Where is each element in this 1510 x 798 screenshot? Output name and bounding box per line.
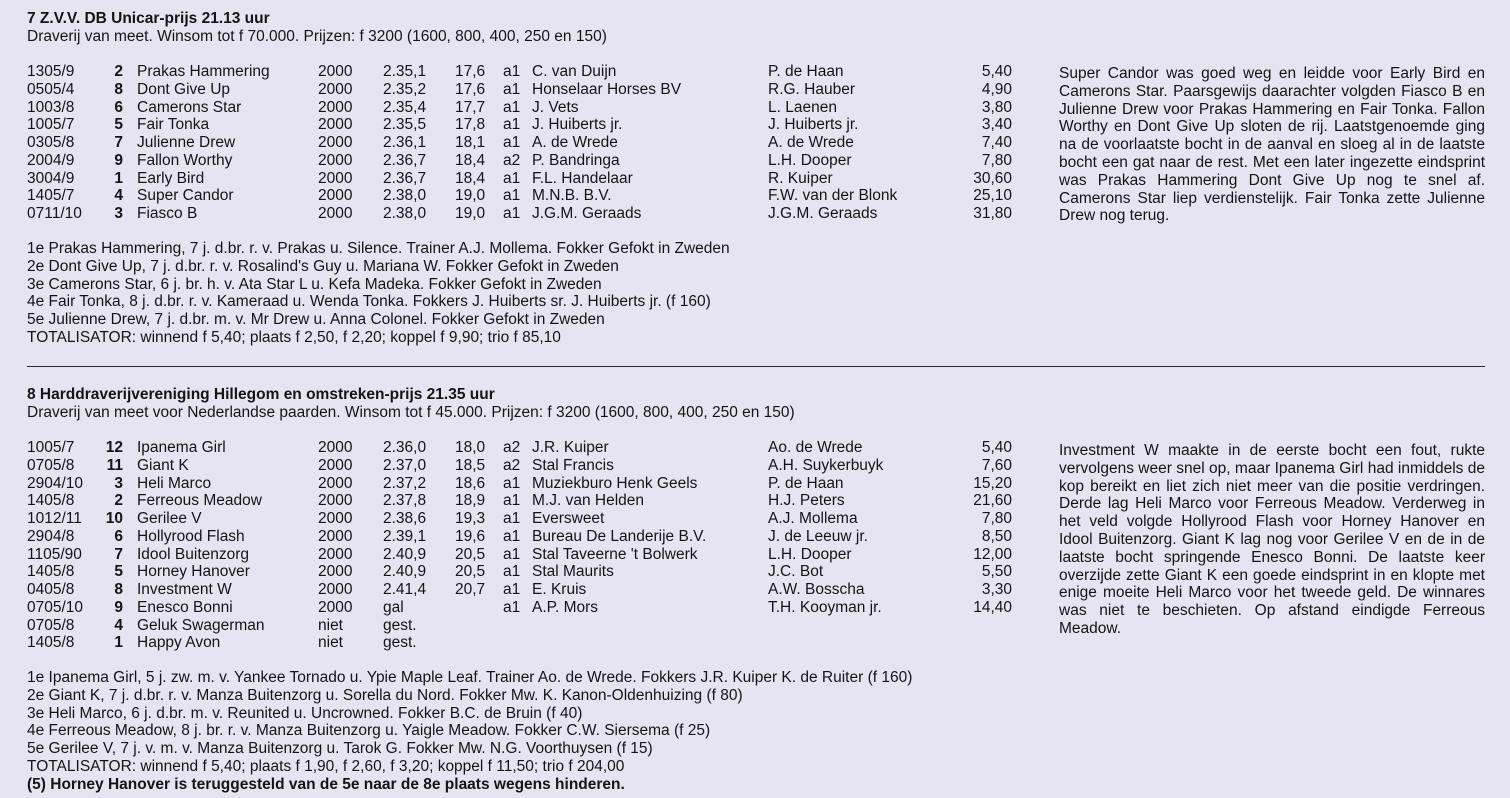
- result-odds: 3,80: [981, 98, 1012, 116]
- result-num: 3: [114, 205, 123, 222]
- result-owner: J. Huiberts jr.: [532, 116, 623, 134]
- result-driver: J. de Leeuw jr.: [768, 527, 868, 545]
- result-start: a1: [503, 545, 521, 563]
- result-num: 8: [114, 581, 123, 598]
- result-odds: 7,60: [981, 456, 1012, 474]
- result-driver: A.H. Suykerbuyk: [768, 456, 884, 474]
- result-dist: 2000: [318, 98, 353, 116]
- result-name: Happy Avon: [137, 634, 221, 652]
- result-name: Geluk Swagerman: [137, 616, 265, 634]
- result-start: a2: [503, 456, 521, 474]
- result-start: a1: [503, 205, 521, 222]
- result-start: a1: [503, 563, 521, 581]
- result-owner: M.J. van Helden: [532, 492, 644, 510]
- result-time: gest.: [383, 634, 417, 652]
- result-name: Hollyrood Flash: [137, 527, 245, 545]
- race-7-comment: Super Candor was goed weg en leidde voor Early Bird en Camerons Star. Paarsgewijs daarachter volgden Fiasco B en Julienne Drew voor Prakas Hammering en Fair Tonka. Fallon Worthy en Dont Give Up sloten de rij. Laatstgenoemde ging na de voorlaatste bocht in de aanval en sloeg al in de laatste bocht een gat naar de rest. Met een later ingezette eindsprint was Prakas Hammering Dont Give Up nog te snel af. Camerons Star liep verdienstelijk. Fair Tonka zette Julienne Drew nog terug.: [1059, 65, 1485, 225]
- result-time: 2.36,0: [383, 439, 427, 456]
- result-dist: 2000: [318, 151, 353, 169]
- result-code: 1003/8: [27, 98, 75, 116]
- race-8-pedigree: [27, 669, 912, 794]
- result-name: Idool Buitenzorg: [137, 545, 250, 563]
- pedigree-line: 5e Julienne Drew, 7 j. d.br. m. v. Mr Drew u. Anna Colonel. Fokker Gefokt in Zweden: [27, 311, 605, 329]
- result-start: a1: [503, 116, 521, 134]
- result-owner: M.N.B. B.V.: [532, 187, 612, 205]
- result-code: 1405/8: [27, 634, 75, 652]
- result-driver: A.J. Mollema: [768, 510, 858, 527]
- result-code: 2904/10: [27, 474, 84, 492]
- result-driver: L.H. Dooper: [768, 545, 852, 563]
- result-code: 0705/10: [27, 598, 84, 616]
- result-dist: 2000: [318, 598, 353, 616]
- pedigree-line: 3e Heli Marco, 6 j. d.br. m. v. Reunited u. Uncrowned. Fokker B.C. de Bruin (f 40): [27, 704, 583, 722]
- result-km: 20,5: [455, 545, 486, 563]
- result-dist: 2000: [318, 474, 353, 492]
- result-time: 2.35,2: [383, 80, 427, 98]
- result-start: a1: [503, 581, 521, 598]
- result-start: a2: [503, 439, 521, 456]
- result-owner: Bureau De Landerije B.V.: [532, 527, 707, 545]
- result-dist: 2000: [318, 563, 353, 581]
- result-owner: Stal Taveerne 't Bolwerk: [532, 545, 698, 563]
- result-name: Gerilee V: [137, 510, 202, 527]
- result-start: a2: [503, 151, 521, 169]
- result-owner: J.R. Kuiper: [532, 439, 609, 456]
- result-name: Super Candor: [137, 187, 234, 205]
- result-odds: 25,10: [973, 187, 1012, 205]
- result-num: 4: [114, 616, 123, 634]
- result-dist: 2000: [318, 545, 353, 563]
- result-num: 2: [114, 492, 123, 510]
- result-time: 2.36,1: [383, 134, 427, 151]
- section-divider: [27, 366, 1485, 367]
- result-km: 17,7: [455, 98, 486, 116]
- result-dist: 2000: [318, 80, 353, 98]
- result-owner: E. Kruis: [532, 581, 587, 598]
- result-time: gal: [383, 598, 404, 616]
- result-dist: 2000: [318, 169, 353, 187]
- race-8-comment: Investment W maakte in de eerste bocht een fout, rukte vervolgens weer snel op, maar Ipanema Girl had inmiddels de kop bereikt en liet zich niet meer van die positie verdringen. Derde lag Heli Marco voor Ferreous Meadow. Verderweg in het veld volgde Hollyrood Flash voor Horney Hanover en Idool Buitenzorg. Giant K lag nog voor Gerilee V en de in de laatste bocht springende Enesco Bonni. De laatste keer overzijde zette Giant K een goede eindsprint in en klopte met enige moeite Heli Marco voor het tweede geld. De winnares was niet te beschieten. Op afstand eindigde Ferreous Meadow.: [1059, 442, 1485, 637]
- result-time: 2.37,0: [383, 456, 427, 474]
- result-odds: 30,60: [973, 169, 1012, 187]
- result-code: 0705/8: [27, 616, 75, 634]
- result-owner: Muziekburo Henk Geels: [532, 474, 698, 492]
- result-driver: P. de Haan: [768, 474, 844, 492]
- result-owner: A.P. Mors: [532, 598, 599, 616]
- result-code: 1012/11: [27, 510, 82, 527]
- result-driver: J.C. Bot: [768, 563, 824, 581]
- result-time: 2.35,1: [383, 63, 427, 80]
- result-driver: F.W. van der Blonk: [768, 187, 898, 205]
- result-dist: niet: [318, 634, 343, 652]
- result-odds: 3,30: [981, 581, 1012, 598]
- totalisator-line: TOTALISATOR: winnend f 5,40; plaats f 2,50, f 2,20; koppel f 9,90; trio f 85,10: [27, 328, 561, 346]
- result-owner: Stal Maurits: [532, 563, 614, 581]
- result-time: 2.36,7: [383, 169, 427, 187]
- result-driver: Ao. de Wrede: [768, 439, 863, 456]
- result-name: Enesco Bonni: [137, 598, 233, 616]
- race-7-subtitle: Draverij van meet. Winsom tot f 70.000. Prijzen: f 3200 (1600, 800, 400, 250 en 150): [27, 28, 607, 45]
- result-start: a1: [503, 169, 521, 187]
- result-code: 0705/8: [27, 456, 75, 474]
- result-code: 1005/7: [27, 116, 75, 134]
- result-km: 19,6: [455, 527, 486, 545]
- race-7-title: 7 Z.V.V. DB Unicar-prijs 21.13 uur: [27, 10, 270, 27]
- result-code: 0505/4: [27, 80, 75, 98]
- result-start: a1: [503, 474, 521, 492]
- result-dist: 2000: [318, 456, 353, 474]
- result-dist: niet: [318, 616, 343, 634]
- result-driver: J.G.M. Geraads: [768, 205, 878, 222]
- result-name: Camerons Star: [137, 98, 242, 116]
- result-driver: A.W. Bosscha: [768, 581, 865, 598]
- result-time: 2.36,7: [383, 151, 427, 169]
- result-odds: 5,40: [981, 439, 1012, 456]
- result-num: 10: [105, 510, 123, 527]
- result-dist: 2000: [318, 63, 353, 80]
- result-odds: 5,50: [981, 563, 1012, 581]
- result-num: 1: [114, 169, 123, 187]
- race-7-pedigree: [27, 240, 730, 347]
- result-owner: Stal Francis: [532, 456, 614, 474]
- result-num: 6: [114, 527, 123, 545]
- result-time: 2.35,5: [383, 116, 427, 134]
- result-km: 18,1: [455, 134, 486, 151]
- result-dist: 2000: [318, 205, 353, 222]
- result-odds: 7,80: [981, 151, 1012, 169]
- result-start: a1: [503, 492, 521, 510]
- result-time: 2.39,1: [383, 527, 427, 545]
- result-name: Fiasco B: [137, 205, 198, 222]
- result-driver: L.H. Dooper: [768, 151, 852, 169]
- result-code: 1005/7: [27, 439, 75, 456]
- result-code: 2904/8: [27, 527, 75, 545]
- result-code: 1305/9: [27, 63, 75, 80]
- result-code: 1105/90: [27, 545, 82, 563]
- result-code: 1405/7: [27, 187, 75, 205]
- result-num: 5: [114, 563, 123, 581]
- result-time: 2.38,6: [383, 510, 427, 527]
- result-owner: J.G.M. Geraads: [532, 205, 642, 222]
- result-driver: P. de Haan: [768, 63, 844, 80]
- result-owner: Honselaar Horses BV: [532, 80, 682, 98]
- result-start: a1: [503, 80, 521, 98]
- result-dist: 2000: [318, 492, 353, 510]
- result-km: 18,5: [455, 456, 486, 474]
- result-time: 2.38,0: [383, 205, 427, 222]
- result-dist: 2000: [318, 116, 353, 134]
- result-code: 3004/9: [27, 169, 75, 187]
- result-start: a1: [503, 134, 521, 151]
- result-driver: J. Huiberts jr.: [768, 116, 859, 134]
- result-name: Heli Marco: [137, 474, 212, 492]
- result-code: 1405/8: [27, 492, 75, 510]
- result-num: 9: [114, 151, 123, 169]
- result-num: 1: [114, 634, 123, 652]
- pedigree-line: 1e Prakas Hammering, 7 j. d.br. r. v. Prakas u. Silence. Trainer A.J. Mollema. Fokker Gefokt in Zweden: [27, 240, 730, 257]
- result-driver: H.J. Peters: [768, 492, 845, 510]
- result-num: 2: [114, 63, 123, 80]
- result-odds: 31,80: [973, 205, 1012, 222]
- result-odds: 12,00: [973, 545, 1012, 563]
- result-num: 4: [114, 187, 123, 205]
- result-odds: 7,80: [981, 510, 1012, 527]
- result-name: Early Bird: [137, 169, 205, 187]
- result-num: 5: [114, 116, 123, 134]
- result-dist: 2000: [318, 187, 353, 205]
- result-owner: P. Bandringa: [532, 151, 620, 169]
- result-start: a1: [503, 187, 521, 205]
- result-code: 0305/8: [27, 134, 75, 151]
- result-time: 2.38,0: [383, 187, 427, 205]
- result-name: Fallon Worthy: [137, 151, 233, 169]
- result-driver: T.H. Kooyman jr.: [768, 598, 882, 616]
- result-num: 8: [114, 80, 123, 98]
- result-code: 1405/8: [27, 563, 75, 581]
- result-km: 18,4: [455, 151, 486, 169]
- result-name: Fair Tonka: [137, 116, 210, 134]
- disqualification-note: (5) Horney Hanover is teruggesteld van de 5e naar de 8e plaats wegens hinderen.: [27, 775, 625, 793]
- result-km: 19,0: [455, 205, 486, 222]
- result-num: 7: [114, 545, 123, 563]
- result-start: a1: [503, 598, 521, 616]
- result-code: 0405/8: [27, 581, 75, 598]
- result-num: 3: [114, 474, 123, 492]
- result-time: 2.40,9: [383, 545, 427, 563]
- pedigree-line: 1e Ipanema Girl, 5 j. zw. m. v. Yankee Tornado u. Ypie Maple Leaf. Trainer Ao. de Wrede. Fokkers J.R. Kuiper K. de Ruiter (f 160): [27, 669, 913, 686]
- result-odds: 3,40: [981, 116, 1012, 134]
- result-num: 12: [105, 439, 123, 456]
- result-km: 18,9: [455, 492, 486, 510]
- pedigree-line: 4e Fair Tonka, 8 j. d.br. r. v. Kameraad u. Wenda Tonka. Fokkers J. Huiberts sr. J. Huiberts jr. (f 160): [27, 293, 711, 311]
- result-owner: J. Vets: [532, 98, 579, 116]
- totalisator-line: TOTALISATOR: winnend f 5,40; plaats f 1,90, f 2,60, f 3,20; koppel f 11,50; trio f 204,00: [27, 757, 625, 775]
- result-km: 19,0: [455, 187, 486, 205]
- result-km: 17,6: [455, 80, 486, 98]
- pedigree-line: 4e Ferreous Meadow, 8 j. br. r. v. Manza Buitenzorg u. Yaigle Meadow. Fokker C.W. Siersema (f 25): [27, 722, 711, 740]
- result-odds: 4,90: [981, 80, 1012, 98]
- result-odds: 14,40: [973, 598, 1012, 616]
- result-name: Prakas Hammering: [137, 63, 270, 80]
- result-odds: 7,40: [981, 134, 1012, 151]
- result-name: Horney Hanover: [137, 563, 250, 581]
- result-name: Investment W: [137, 581, 232, 598]
- result-time: 2.35,4: [383, 98, 427, 116]
- result-odds: 8,50: [981, 527, 1012, 545]
- result-name: Giant K: [137, 456, 189, 474]
- result-time: 2.41,4: [383, 581, 427, 598]
- result-name: Julienne Drew: [137, 134, 236, 151]
- result-num: 6: [114, 98, 123, 116]
- result-km: 18,6: [455, 474, 486, 492]
- result-km: 20,5: [455, 563, 486, 581]
- race-8-title: 8 Harddraverijvereniging Hillegom en omstreken-prijs 21.35 uur: [27, 386, 495, 403]
- result-time: 2.37,2: [383, 474, 427, 492]
- result-time: 2.37,8: [383, 492, 427, 510]
- result-num: 9: [114, 598, 123, 616]
- result-km: 18,4: [455, 169, 486, 187]
- result-code: 0711/10: [27, 205, 82, 222]
- result-owner: A. de Wrede: [532, 134, 618, 151]
- result-start: a1: [503, 63, 521, 80]
- result-num: 11: [106, 456, 123, 474]
- result-name: Ferreous Meadow: [137, 492, 262, 510]
- pedigree-line: 2e Dont Give Up, 7 j. d.br. r. v. Rosalind's Guy u. Mariana W. Fokker Gefokt in Zweden: [27, 257, 619, 275]
- result-owner: F.L. Handelaar: [532, 169, 633, 187]
- result-name: Ipanema Girl: [137, 439, 226, 456]
- result-odds: 5,40: [981, 63, 1012, 80]
- result-start: a1: [503, 510, 521, 527]
- result-km: 17,8: [455, 116, 486, 134]
- result-driver: L. Laenen: [768, 98, 837, 116]
- result-start: a1: [503, 527, 521, 545]
- result-time: gest.: [383, 616, 417, 634]
- result-dist: 2000: [318, 581, 353, 598]
- result-driver: A. de Wrede: [768, 134, 854, 151]
- pedigree-line: 5e Gerilee V, 7 j. v. m. v. Manza Buitenzorg u. Tarok G. Fokker Mw. N.G. Voorthuysen (f 15): [27, 740, 653, 758]
- result-odds: 21,60: [973, 492, 1012, 510]
- result-dist: 2000: [318, 510, 353, 527]
- result-name: Dont Give Up: [137, 80, 231, 98]
- result-driver: R. Kuiper: [768, 169, 833, 187]
- result-time: 2.40,9: [383, 563, 427, 581]
- result-owner: Eversweet: [532, 510, 605, 527]
- result-km: 20,7: [455, 581, 486, 598]
- result-dist: 2000: [318, 527, 353, 545]
- result-start: a1: [503, 98, 521, 116]
- result-dist: 2000: [318, 439, 353, 456]
- result-km: 19,3: [455, 510, 486, 527]
- result-code: 2004/9: [27, 151, 75, 169]
- result-num: 7: [114, 134, 123, 151]
- pedigree-line: 2e Giant K, 7 j. d.br. r. v. Manza Buitenzorg u. Sorella du Nord. Fokker Mw. K. Kanon-Oldenhuizing (f 80): [27, 686, 743, 704]
- result-km: 17,6: [455, 63, 486, 80]
- pedigree-line: 3e Camerons Star, 6 j. br. h. v. Ata Star L u. Kefa Madeka. Fokker Gefokt in Zweden: [27, 275, 602, 293]
- result-dist: 2000: [318, 134, 353, 151]
- result-odds: 15,20: [973, 474, 1012, 492]
- result-km: 18,0: [455, 439, 486, 456]
- result-driver: R.G. Hauber: [768, 80, 856, 98]
- result-owner: C. van Duijn: [532, 63, 617, 80]
- race-8-subtitle: Draverij van meet voor Nederlandse paarden. Winsom tot f 45.000. Prijzen: f 3200 (1600, 800, 400, 250 en 150): [27, 404, 795, 421]
